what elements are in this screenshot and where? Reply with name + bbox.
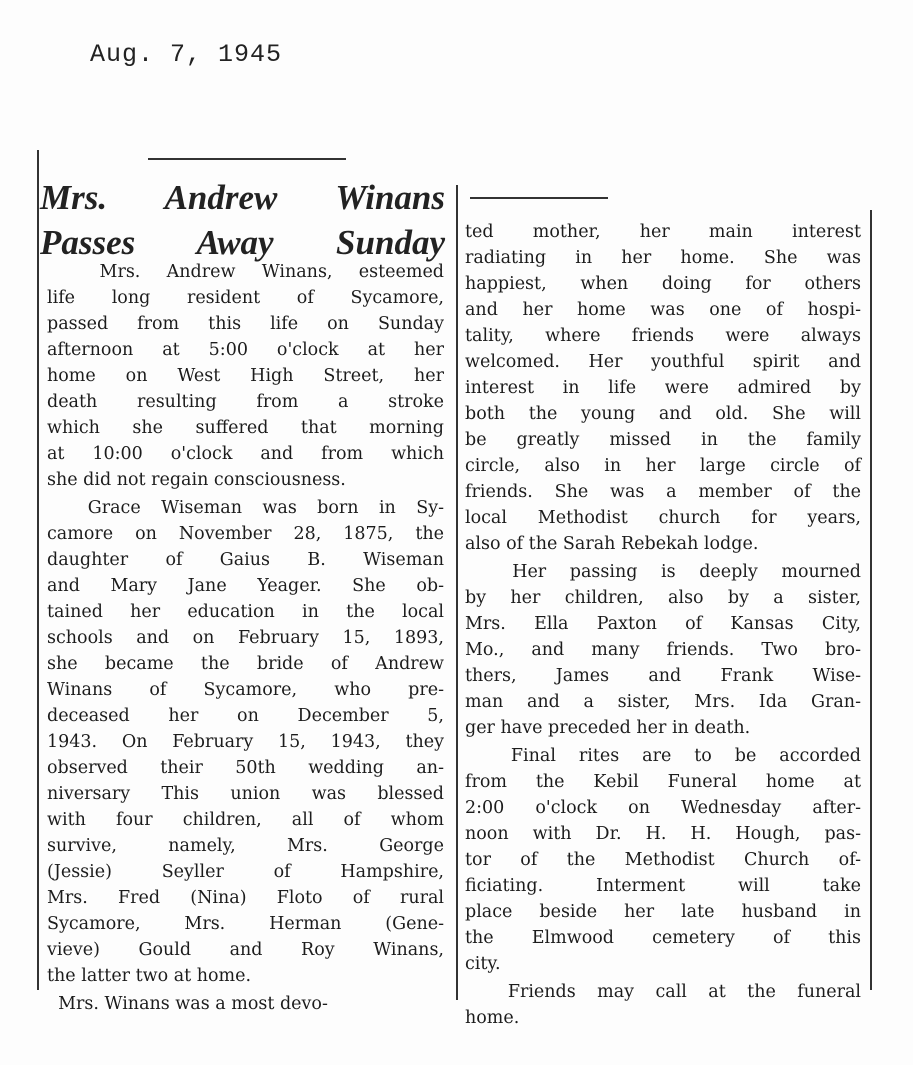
paragraph [47, 259, 444, 493]
headline-top-rule [148, 158, 346, 160]
text-line: Mrs. Andrew Winans, esteemed [47, 262, 444, 282]
text-line: death resulting from a stroke [47, 392, 444, 412]
paragraph [465, 219, 861, 557]
text-line: the Elmwood cemetery of this [465, 928, 861, 948]
text-line: with four children, all of whom [47, 810, 444, 830]
text-line: camore on November 28, 1875, the [47, 524, 444, 544]
headline [40, 175, 445, 265]
right-border [870, 210, 872, 990]
text-line: circle, also in her large circle of [465, 456, 861, 476]
text-line: she did not regain consciousness. [47, 470, 346, 490]
text-line: (Jessie) Seyller of Hampshire, [47, 862, 444, 882]
text-line: friends. She was a member of the [465, 482, 861, 502]
text-line: vieve) Gould and Roy Winans, [47, 940, 444, 960]
paragraph [465, 979, 861, 1031]
text-line: the latter two at home. [47, 966, 252, 986]
text-line: 2:00 o'clock on Wednesday after- [465, 798, 861, 818]
headline-line: Mrs. Andrew Winans [40, 178, 445, 217]
text-line: place beside her late husband in [465, 902, 861, 922]
text-line: at 10:00 o'clock and from which [47, 444, 444, 464]
text-line: Her passing is deeply mourned [465, 562, 861, 582]
text-line: Sycamore, Mrs. Herman (Gene- [47, 914, 444, 934]
text-line: city. [465, 954, 501, 974]
text-line: noon with Dr. H. H. Hough, pas- [465, 824, 861, 844]
text-line: from the Kebil Funeral home at [465, 772, 861, 792]
text-line: Grace Wiseman was born in Sy- [47, 498, 444, 518]
text-line: Friends may call at the funeral [465, 982, 861, 1002]
text-line: man and a sister, Mrs. Ida Gran- [465, 692, 861, 712]
text-line: ficiating. Interment will take [465, 876, 861, 896]
text-line: daughter of Gaius B. Wiseman [47, 550, 444, 570]
clipping-date: Aug. 7, 1945 [90, 40, 283, 69]
text-line: deceased her on December 5, [47, 706, 444, 726]
right-column [465, 219, 861, 1031]
text-line: welcomed. Her youthful spirit and [465, 352, 861, 372]
paragraph [465, 559, 861, 741]
text-line: ted mother, her main interest [465, 222, 861, 242]
text-line: local Methodist church for years, [465, 508, 861, 528]
text-line: which she suffered that morning [47, 418, 444, 438]
text-line: also of the Sarah Rebekah lodge. [465, 534, 759, 554]
text-line: Mrs. Ella Paxton of Kansas City, [465, 614, 861, 634]
text-line: home. [465, 1008, 520, 1028]
text-line: interest in life were admired by [465, 378, 861, 398]
text-line: happiest, when doing for others [465, 274, 861, 294]
text-line: she became the bride of Andrew [47, 654, 444, 674]
paragraph [47, 495, 444, 989]
text-line: Mrs. Winans was a most devo- [47, 994, 328, 1014]
text-line: tained her education in the local [47, 602, 444, 622]
text-line: Mo., and many friends. Two bro- [465, 640, 861, 660]
left-border [37, 150, 39, 990]
text-line: passed from this life on Sunday [47, 314, 444, 334]
text-line: 1943. On February 15, 1943, they [47, 732, 444, 752]
text-line: and Mary Jane Yeager. She ob- [47, 576, 444, 596]
text-line: niversary This union was blessed [47, 784, 444, 804]
text-line: home on West High Street, her [47, 366, 444, 386]
text-line: life long resident of Sycamore, [47, 288, 444, 308]
text-line: Winans of Sycamore, who pre- [47, 680, 444, 700]
text-line: ger have preceded her in death. [465, 718, 751, 738]
column-top-rule [470, 197, 608, 199]
text-line: both the young and old. She will [465, 404, 861, 424]
text-line: survive, namely, Mrs. George [47, 836, 444, 856]
text-line: thers, James and Frank Wise- [465, 666, 861, 686]
text-line: radiating in her home. She was [465, 248, 861, 268]
text-line: observed their 50th wedding an- [47, 758, 444, 778]
text-line: and her home was one of hospi- [465, 300, 861, 320]
text-line: afternoon at 5:00 o'clock at her [47, 340, 444, 360]
column-divider [456, 185, 458, 1000]
text-line: Final rites are to be accorded [465, 746, 861, 766]
text-line: by her children, also by a sister, [465, 588, 861, 608]
paragraph [465, 743, 861, 977]
headline-line: Passes Away Sunday [40, 223, 445, 262]
paragraph [47, 991, 444, 1017]
left-column [47, 259, 444, 1017]
text-line: Mrs. Fred (Nina) Floto of rural [47, 888, 444, 908]
text-line: schools and on February 15, 1893, [47, 628, 444, 648]
text-line: tor of the Methodist Church of- [465, 850, 861, 870]
text-line: be greatly missed in the family [465, 430, 861, 450]
text-line: tality, where friends were always [465, 326, 861, 346]
